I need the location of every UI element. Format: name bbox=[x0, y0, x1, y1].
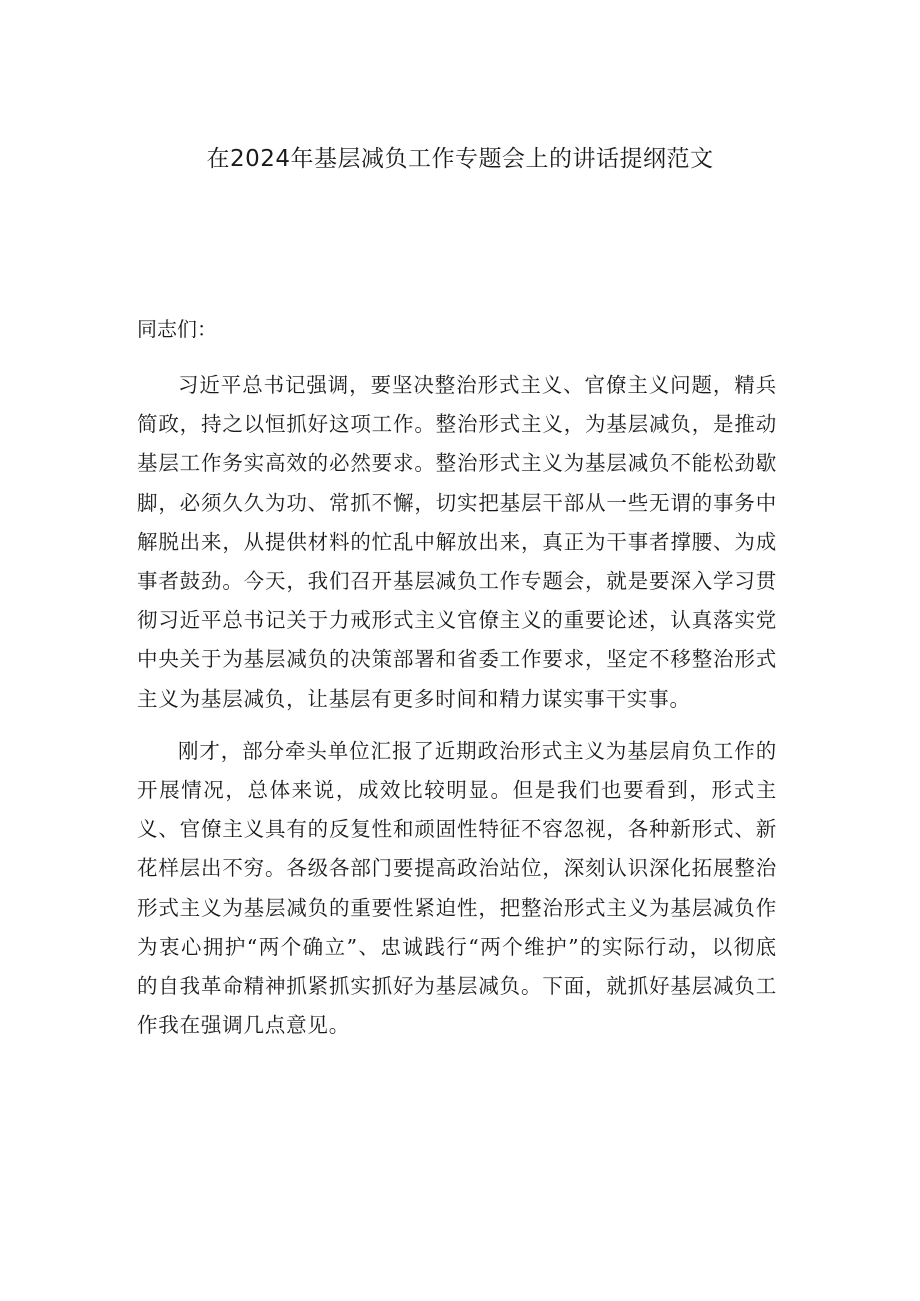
paragraph-1: 习近平总书记强调，要坚决整治形式主义、官僚主义问题，精兵简政，持之以恒抓好这项工作。整治形式主义，为基层减负，是推动基层工作务实高效的必然要求。整治形式主义为基层减负不能松劲歇脚，必须久久为功、常抓不懈，切实把基层干部从一些无谓的事务中解脱出来，从提供材料的忙乱中解放出来，真正为干事者撑腰、为成事者鼓劲。今天，我们召开基层减负工作专题会，就是要深入学习贯彻习近平总书记关于力戒形式主义官僚主义的重要论述，认真落实党中央关于为基层减负的决策部署和省委工作要求，坚定不移整治形式主义为基层减负，让基层有更多时间和精力谋实事干实事。 bbox=[137, 373, 777, 711]
document-title: 在2024年基层减负工作专题会上的讲话提纲范文 bbox=[206, 146, 714, 172]
paragraph-2: 刚才，部分牵头单位汇报了近期政治形式主义为基层肩负工作的开展情况，总体来说，成效比较明显。但是我们也要看到，形式主义、官僚主义具有的反复性和顽固性特征不容忽视，各种新形式、新花样层出不穷。各级各部门要提高政治站位，深刻认识深化拓展整治形式主义为基层减负的重要性紧迫性，把整治形式主义为基层减负作为衷心拥护“两个确立”、忠诚践行“两个维护”的实际行动，以彻底的自我革命精神抓紧抓实抓好为基层减负。下面，就抓好基层减负工作我在强调几点意见。 bbox=[137, 738, 777, 1038]
document-body bbox=[137, 366, 777, 1058]
salutation: 同志们： bbox=[137, 317, 217, 341]
